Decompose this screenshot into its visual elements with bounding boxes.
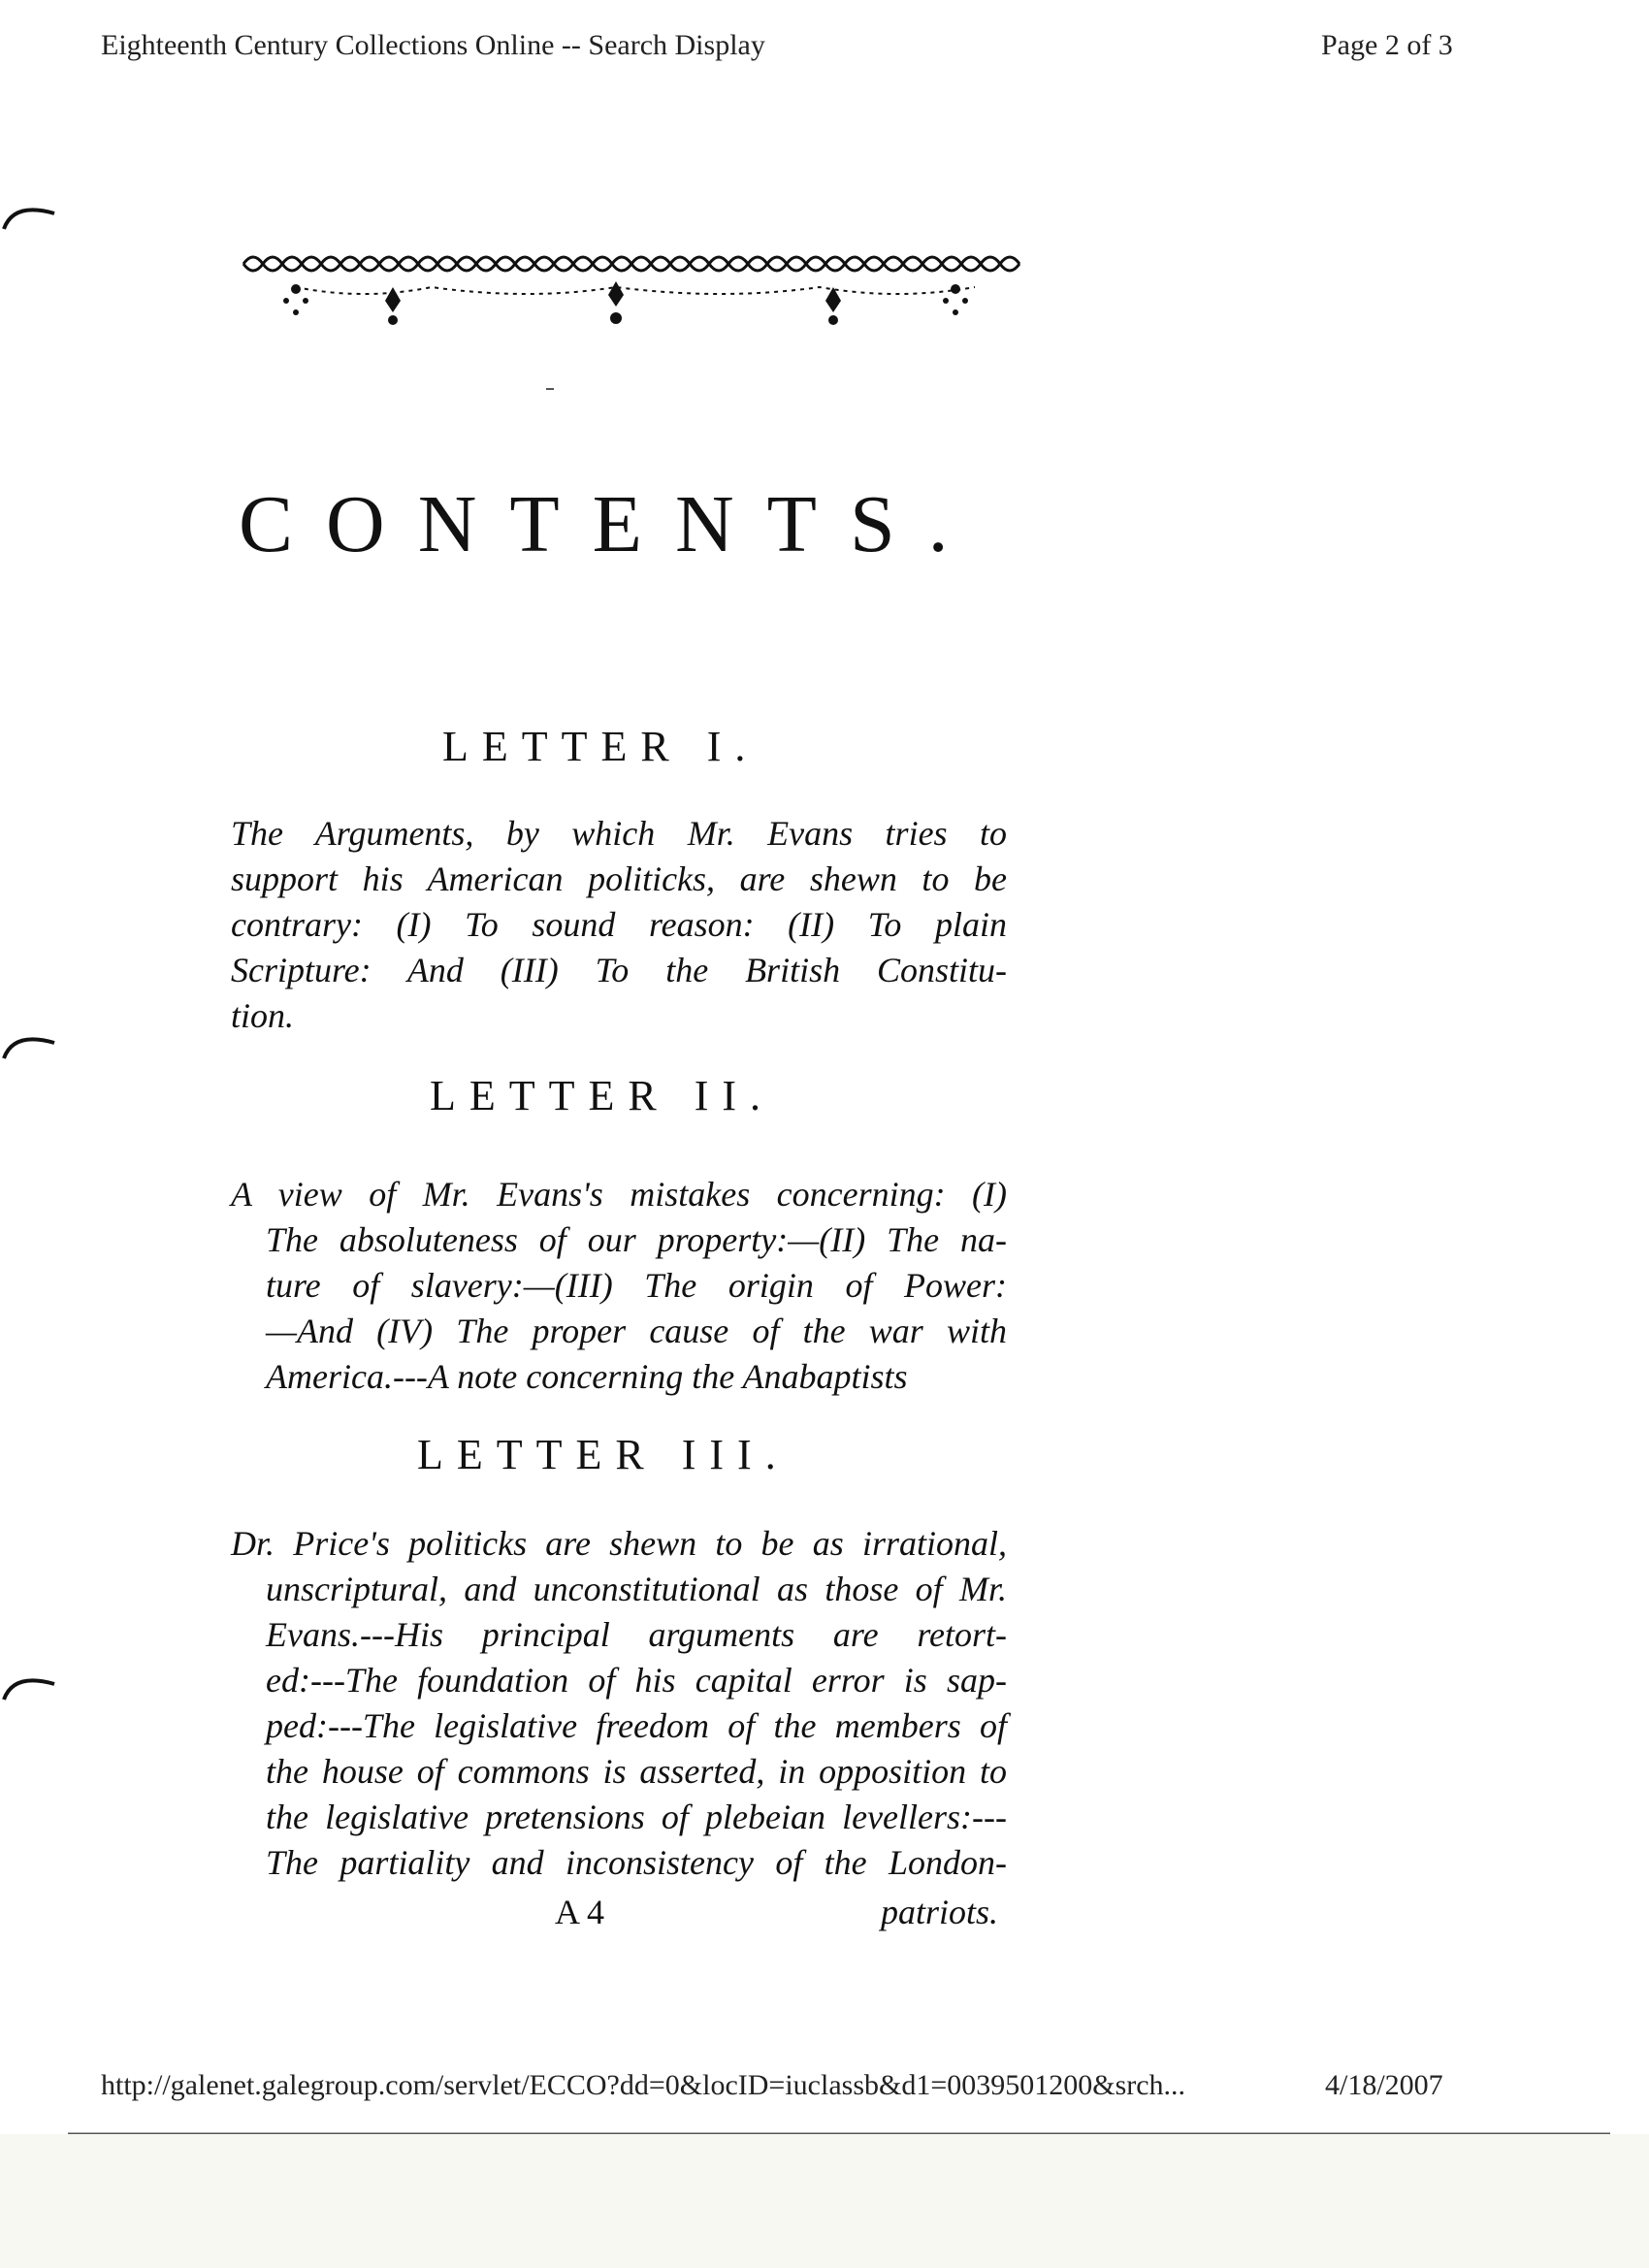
text-line: the house of commons is asserted, in opposition to [266, 1752, 1007, 1791]
text-line: contrary: (I) To sound reason: (II) To plain [231, 905, 1007, 944]
letter-3-summary [231, 1521, 1007, 1886]
letter-2-heading: LETTER II. [430, 1072, 775, 1119]
text-line: —And (IV) The proper cause of the war with [266, 1312, 1007, 1350]
text-line: The partiality and inconsistency of the London- [266, 1843, 1007, 1882]
text-line: the legislative pretensions of plebeian levellers:--- [266, 1798, 1007, 1836]
text-line: Dr. Price's politicks are shewn to be as irrational, [231, 1524, 1007, 1563]
print-footer-date: 4/18/2007 [1325, 2069, 1443, 2101]
text-line: unscriptural, and unconstitutional as those of Mr. [266, 1570, 1007, 1608]
text-line: The Arguments, by which Mr. Evans tries to [231, 814, 1007, 853]
text-line: A view of Mr. Evans's mistakes concerning: (I) [231, 1175, 1007, 1214]
contents-heading: CONTENTS. [239, 479, 982, 569]
text-line: Scripture: And (III) To the British Constitu- [231, 951, 1007, 989]
print-footer-url: http://galenet.galegroup.com/servlet/ECCO?dd=0&locID=iuclassb&d1=0039501200&srch... [101, 2069, 1186, 2101]
catchword: patriots. [881, 1893, 999, 1931]
punch-hole-mark [0, 1665, 68, 1703]
letter-3-heading: LETTER III. [417, 1431, 790, 1478]
text-line: ped:---The legislative freedom of the members of [266, 1706, 1007, 1745]
signature-mark: A 4 [555, 1893, 605, 1931]
printers-ornament-band [238, 241, 1021, 328]
stray-mark [546, 388, 554, 390]
scanner-bed-area [0, 2134, 1649, 2268]
text-line: ed:---The foundation of his capital error is sap- [266, 1661, 1007, 1700]
letter-1-heading: LETTER I. [442, 723, 760, 770]
text-line: America.---A note concerning the Anabaptists [266, 1357, 908, 1396]
text-line: support his American politicks, are shewn to be [231, 859, 1007, 898]
text-line: Evans.---His principal arguments are retort- [266, 1615, 1007, 1654]
print-header-title: Eighteenth Century Collections Online -- Search Display [101, 29, 765, 61]
page-edge-line [68, 2122, 1610, 2125]
letter-2-summary [231, 1172, 1007, 1400]
text-line: ture of slavery:—(III) The origin of Power: [266, 1266, 1007, 1305]
punch-hole-mark [0, 1023, 68, 1062]
letter-1-summary [231, 811, 1007, 1039]
page-indicator: Page 2 of 3 [1321, 29, 1453, 61]
text-line: tion. [231, 996, 295, 1035]
text-line: The absoluteness of our property:—(II) The na- [266, 1220, 1007, 1259]
punch-hole-mark [0, 194, 68, 233]
